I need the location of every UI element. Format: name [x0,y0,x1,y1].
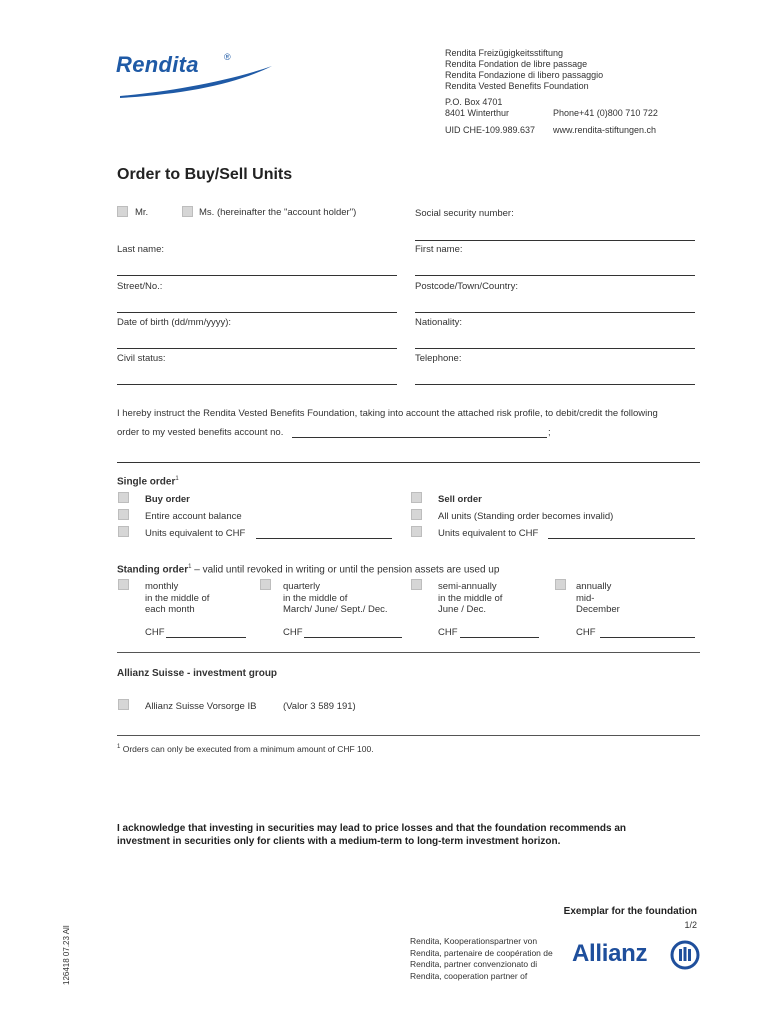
semi-annually-l2: in the middle of [438,592,503,604]
all-units-checkbox[interactable] [411,509,422,520]
city: 8401 Winterthur [445,108,510,118]
acknowledgement [117,822,626,848]
monthly-l2: in the middle of [145,592,210,604]
vorsorge-checkbox[interactable] [118,699,129,710]
foundation-name-de: Rendita Freizügigkeitsstiftung [445,48,564,58]
foundation-name-it: Rendita Fondazione di libero passaggio [445,70,604,80]
logo-swoosh-icon [116,62,276,102]
phone: Phone+41 (0)800 710 722 [553,108,658,118]
buy-order-checkbox[interactable] [118,492,129,503]
semi-annually-chf-field[interactable] [460,637,539,638]
civil-status-field[interactable] [117,384,397,385]
partner-de: Rendita, Kooperationspartner von [410,936,538,946]
annually-l3: December [576,604,620,615]
annually-l2: mid- [576,592,595,604]
foundation-name-en: Rendita Vested Benefits Foundation [445,81,589,91]
website: www.rendita-stiftungen.ch [553,125,657,135]
ssn-field[interactable] [415,240,695,241]
buy-units-chf-field[interactable] [256,538,392,539]
dob-field[interactable] [117,348,397,349]
quarterly-option [283,581,388,616]
nationality-label: Nationality: [415,317,462,328]
semi-annually-option [438,581,502,616]
first-name-field[interactable] [415,275,695,276]
acknowledgement-line2: investment in securities only for clients with a medium-term to long-term investment horizon. [117,836,561,847]
foundation-names [445,48,603,92]
telephone-label: Telephone: [415,353,462,364]
monthly-option [145,581,209,616]
sell-order-label: Sell order [438,494,482,505]
annually-chf-label: CHF [576,627,596,638]
allianz-eagle-icon [670,940,700,970]
civil-status-label: Civil status: [117,353,166,364]
footnote-text: Orders can only be executed from a minimum amount of CHF 100. [122,744,374,754]
monthly-l1: monthly [145,581,179,592]
semi-annually-checkbox[interactable] [411,579,422,590]
mr-checkbox[interactable] [117,206,128,217]
investment-group-title: Allianz Suisse - investment group [117,668,278,679]
last-name-label: Last name: [117,244,164,255]
quarterly-l1: quarterly [283,581,320,592]
partner-it: Rendita, partner convenzionato di [410,959,538,969]
vorsorge-label: Allianz Suisse Vorsorge IB [145,701,257,712]
monthly-checkbox[interactable] [118,579,129,590]
partner-statements [410,936,553,982]
rendita-logo [116,50,276,100]
quarterly-chf-label: CHF [283,627,303,638]
single-order-title [117,476,179,487]
entire-balance-label: Entire account balance [145,511,242,522]
postcode-label: Postcode/Town/Country: [415,281,518,292]
section-divider [117,462,700,463]
street-field[interactable] [117,312,397,313]
instruction-line1: I hereby instruct the Rendita Vested Benefits Foundation, taking into account the attached risk profile, to debit/credit the following [117,408,658,419]
standing-order-desc: – valid until revoked in writing or until the pension assets are used up [191,564,500,576]
annually-option [576,581,620,616]
quarterly-chf-field[interactable] [304,637,402,638]
valor-label: (Valor 3 589 191) [283,701,356,712]
po-box: P.O. Box 4701 [445,97,503,107]
standing-order-footnote-ref: 1 [188,564,192,570]
section-divider-3 [117,735,700,736]
uid: UID CHE-109.989.637 [445,125,536,135]
last-name-field[interactable] [117,275,397,276]
entire-balance-checkbox[interactable] [118,509,129,520]
instruction-line2 [117,427,283,438]
page-number: 1/2 [684,920,697,930]
ms-label: Ms. (hereinafter the "account holder") [199,207,357,218]
allianz-logo [572,940,702,972]
standing-order-title [117,564,499,575]
instruction-line2-prefix: order to my vested benefits account no. [117,427,284,438]
ssn-label: Social security number: [415,208,514,219]
monthly-l3: each month [145,604,195,615]
partner-fr: Rendita, partenaire de coopération de [410,947,553,958]
buy-units-chf-checkbox[interactable] [118,526,129,537]
buy-order-label: Buy order [145,494,190,505]
single-order-footnote-ref: 1 [175,476,179,482]
sell-order-checkbox[interactable] [411,492,422,503]
allianz-wordmark: Allianz [572,940,648,967]
monthly-chf-field[interactable] [166,637,246,638]
logo-registered-mark: ® [224,52,231,62]
standing-order-title-text: Standing order [117,564,189,576]
annually-l1: annually [576,581,612,592]
first-name-label: First name: [415,244,463,255]
street-label: Street/No.: [117,281,163,292]
exemplar-label: Exemplar for the foundation [563,906,697,917]
acknowledgement-line1: I acknowledge that investing in securities may lead to price losses and that the foundation recommends an [117,823,627,834]
all-units-label: All units (Standing order becomes invalid) [438,511,614,522]
page-title: Order to Buy/Sell Units [117,166,293,183]
postcode-field[interactable] [415,312,695,313]
foundation-name-fr: Rendita Fondation de libre passage [445,59,588,69]
sell-units-chf-field[interactable] [548,538,695,539]
monthly-chf-label: CHF [145,627,165,638]
ms-checkbox[interactable] [182,206,193,217]
semi-annually-l3: June / Dec. [438,604,487,615]
annually-chf-field[interactable] [600,637,695,638]
telephone-field[interactable] [415,384,695,385]
sell-units-chf-label: Units equivalent to CHF [438,528,539,539]
logo-wordmark: Rendita [116,52,199,77]
buy-units-chf-label: Units equivalent to CHF [145,528,246,539]
sell-units-chf-checkbox[interactable] [411,526,422,537]
nationality-field[interactable] [415,348,695,349]
quarterly-l3: March/ June/ Sept./ Dec. [283,604,388,615]
account-number-field[interactable] [292,437,547,438]
footnote [117,744,374,754]
dob-label: Date of birth (dd/mm/yyyy): [117,317,232,328]
instruction-line2-suffix: ; [548,427,551,438]
form-code: 126418 07.23 All [62,925,71,985]
footnote-number: 1 [117,744,121,751]
mr-label: Mr. [135,207,149,218]
annually-checkbox[interactable] [555,579,566,590]
quarterly-l2: in the middle of [283,592,348,604]
section-divider-2 [117,652,700,653]
quarterly-checkbox[interactable] [260,579,271,590]
semi-annually-l1: semi-annually [438,581,497,592]
single-order-title-text: Single order [117,476,176,488]
partner-en: Rendita, cooperation partner of [410,970,528,981]
semi-annually-chf-label: CHF [438,627,458,638]
